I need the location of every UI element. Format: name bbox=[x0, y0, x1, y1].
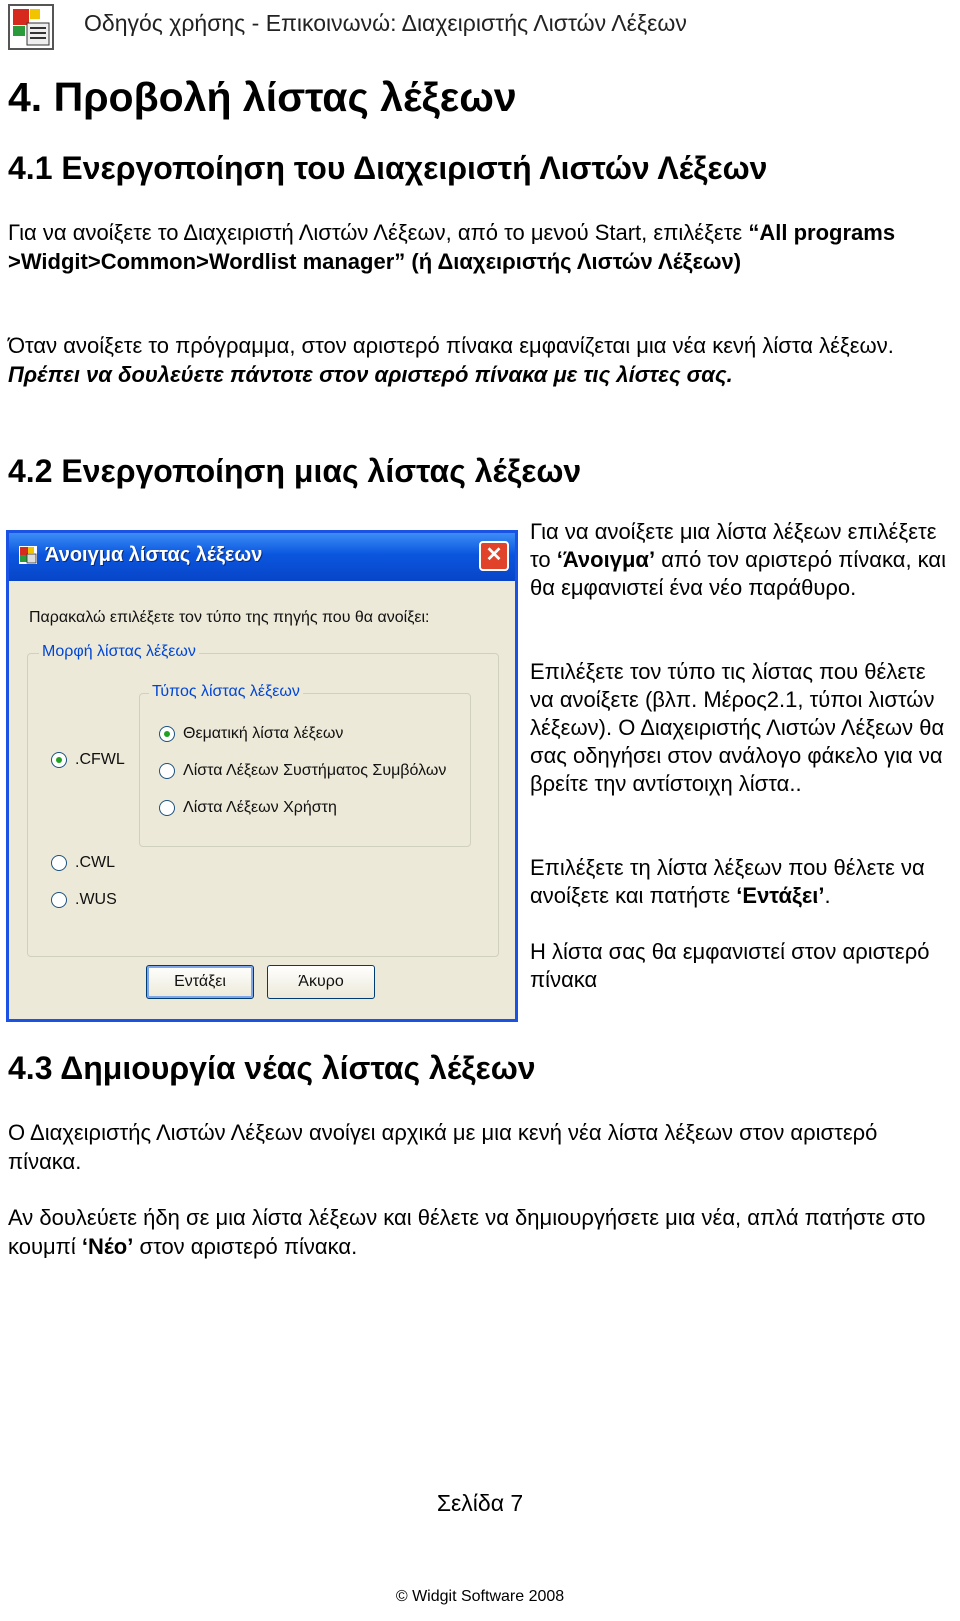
open-button-reference: ‘Άνοιγμα’ bbox=[556, 547, 656, 572]
instruction-select bbox=[530, 854, 950, 910]
menu-path-text: “All programs >Widgit>Common>Wordlist manager” (ή Διαχειριστής Λιστών Λέξεων) bbox=[8, 220, 896, 274]
cancel-button[interactable]: Άκυρο bbox=[267, 965, 375, 999]
radio-button[interactable] bbox=[159, 763, 175, 779]
type-option-user[interactable] bbox=[159, 799, 337, 817]
radio-button[interactable] bbox=[51, 855, 67, 871]
section-4-3-paragraph-1: Ο Διαχειριστής Λιστών Λέξεων ανοίγει αρχικά με μια κενή νέα λίστα λέξεων στον αριστερό πίνακα. bbox=[8, 1120, 878, 1174]
dialog-prompt: Παρακαλώ επιλέξετε τον τύπο της πηγής που θα ανοίξει: bbox=[29, 609, 430, 626]
document-title: Οδηγός χρήσης - Επικοινωνώ: Διαχειριστής Λιστών Λέξεων bbox=[84, 10, 687, 36]
radio-label: Θεματική λίστα λέξεων bbox=[183, 725, 344, 742]
format-group-label: Μορφή λίστας λέξεων bbox=[39, 643, 199, 661]
paragraph-text: Για να ανοίξετε το Διαχειριστή Λιστών Λέξεων, από το μενού Start, επιλέξετε bbox=[8, 220, 743, 245]
page-header bbox=[8, 4, 948, 52]
open-wordlist-dialog bbox=[6, 530, 518, 1022]
format-option-cfwl[interactable] bbox=[51, 751, 125, 769]
type-option-thematic[interactable] bbox=[159, 725, 343, 743]
instruction-result: Η λίστα σας θα εμφανιστεί στον αριστερό πίνακα bbox=[530, 939, 930, 992]
radio-label: .WUS bbox=[75, 891, 117, 908]
section-4-2-heading: 4.2 Ενεργοποίηση μιας λίστας λέξεων bbox=[8, 453, 582, 489]
radio-button[interactable] bbox=[51, 752, 67, 768]
instruction-text: . bbox=[824, 883, 831, 908]
emphasis-note: Πρέπει να δουλεύετε πάντοτε στον αριστερό πίνακα με τις λίστες σας. bbox=[8, 362, 733, 387]
type-option-symbol-system[interactable] bbox=[159, 762, 446, 780]
app-icon bbox=[19, 546, 37, 564]
dialog-titlebar bbox=[9, 533, 515, 581]
instruction-type: Επιλέξετε τον τύπο τις λίστας που θέλετε να ανοίξετε (βλπ. Μέρος2.1, τύποι λιστών λέξεων). Ο Διαχειριστής Λιστών Λέξεων θα σας οδηγήσει στον ανάλογο φάκελο για να βρείτε την αντίστοιχη λίστα.. bbox=[530, 659, 945, 796]
format-option-wus[interactable] bbox=[51, 891, 117, 909]
section-4-3-heading: 4.3 Δημιουργία νέας λίστας λέξεων bbox=[8, 1050, 536, 1086]
section-4-1-heading: 4.1 Ενεργοποίηση του Διαχειριστή Λιστών Λέξεων bbox=[8, 150, 768, 186]
paragraph-text: Αν δουλεύετε ήδη σε μια λίστα λέξεων και θέλετε να δημιουργήσετε μια νέα, απλά πατήστε στο κουμπί bbox=[8, 1205, 926, 1259]
instruction-open bbox=[530, 518, 950, 602]
page-number: Σελίδα 7 bbox=[436, 1490, 524, 1516]
section-4-3-paragraph-2 bbox=[8, 1203, 938, 1261]
paragraph-text: Όταν ανοίξετε το πρόγραμμα, στον αριστερό πίνακα εμφανίζεται μια νέα κενή λίστα λέξεων. bbox=[8, 333, 894, 358]
radio-label: Λίστα Λέξεων Συστήματος Συμβόλων bbox=[183, 762, 447, 779]
copyright-notice: © Widgit Software 2008 bbox=[395, 1588, 565, 1605]
ok-button-reference: ‘Εντάξει’ bbox=[736, 883, 825, 908]
section-4-heading: 4. Προβολή λίστας λέξεων bbox=[8, 74, 517, 120]
radio-label: Λίστα Λέξεων Χρήστη bbox=[183, 799, 337, 816]
format-option-cwl[interactable] bbox=[51, 854, 115, 872]
close-icon[interactable]: ✕ bbox=[479, 541, 509, 571]
section-4-1-paragraph-2 bbox=[8, 331, 938, 389]
radio-label: .CFWL bbox=[75, 751, 125, 768]
instruction-text: Για να ανοίξετε μια λίστα λέξεων επιλέξετε το bbox=[530, 519, 937, 572]
new-button-reference: ‘Νέο’ bbox=[81, 1234, 134, 1259]
radio-button[interactable] bbox=[159, 726, 175, 742]
paragraph-text: στον αριστερό πίνακα. bbox=[139, 1234, 358, 1259]
radio-label: .CWL bbox=[75, 854, 115, 871]
radio-button[interactable] bbox=[159, 800, 175, 816]
instruction-text: Επιλέξετε τη λίστα λέξεων που θέλετε να ανοίξετε και πατήστε bbox=[530, 855, 925, 908]
section-4-1-paragraph-1 bbox=[8, 218, 938, 276]
type-group-label: Τύπος λίστας λέξεων bbox=[149, 683, 303, 701]
instruction-text: από τον αριστερό πίνακα, και θα εμφανιστεί ένα νέο παράθυρο. bbox=[530, 547, 947, 600]
ok-button[interactable]: Εντάξει bbox=[146, 965, 254, 999]
radio-button[interactable] bbox=[51, 892, 67, 908]
dialog-title: Άνοιγμα λίστας λέξεων bbox=[45, 544, 263, 566]
widgit-logo-icon bbox=[8, 4, 54, 50]
